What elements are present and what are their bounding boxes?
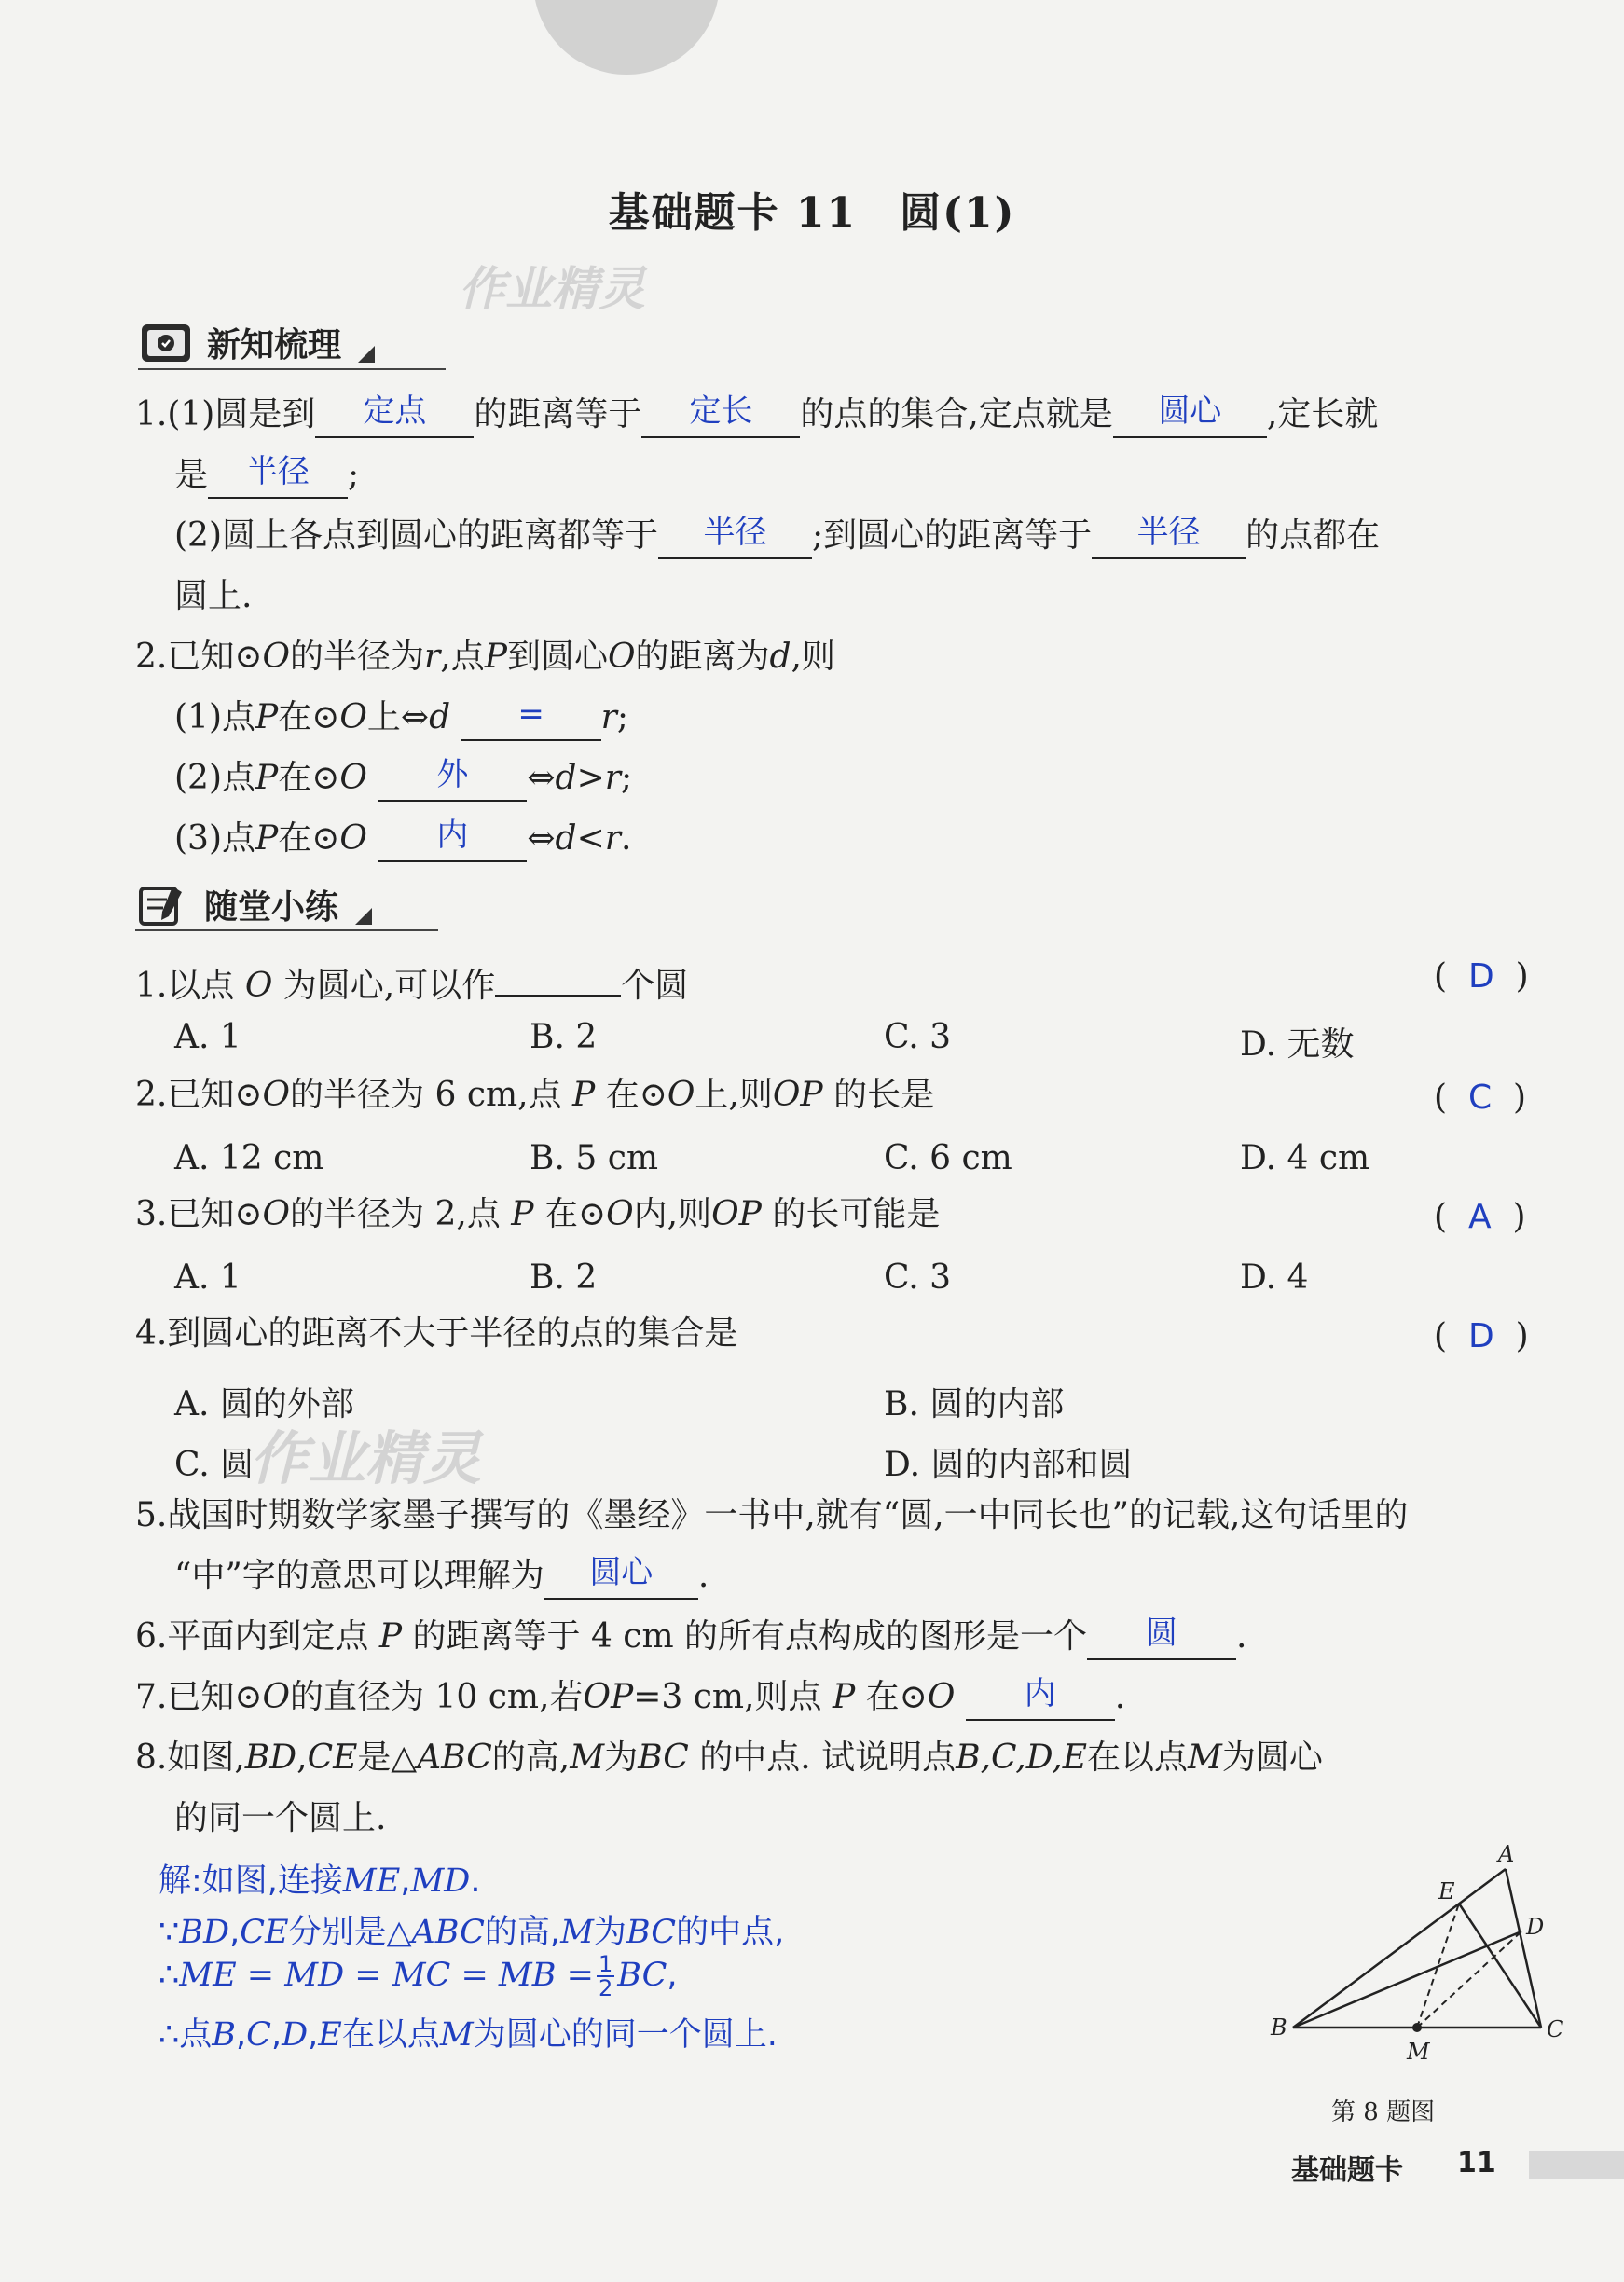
practice-q8-line2: 的同一个圆上. bbox=[174, 1799, 387, 1837]
review-q1-line3: (2)圆上各点到圆心的距离都等于 半径 ;到圆心的距离等于 半径 的点都在 bbox=[174, 519, 1380, 559]
section-heading-label: 新知梳理 bbox=[207, 326, 342, 364]
practice-q2-stem: 2.已知⊙O的半径为 6 cm,点 P 在⊙O上,则OP 的长是 bbox=[135, 1076, 935, 1114]
segment-AC bbox=[1506, 1869, 1541, 2028]
option-d[interactable]: D. 4 bbox=[1240, 1258, 1309, 1297]
label-C: C bbox=[1547, 2016, 1564, 2042]
section-heading-practice bbox=[135, 881, 372, 928]
option-a[interactable]: A. 12 cm bbox=[174, 1139, 324, 1177]
review-q2-case2: (2)点P在⊙O 外 ⇔d>r; bbox=[174, 762, 632, 802]
page-number: 11 bbox=[1457, 2147, 1496, 2179]
watermark-top: 作业精灵 bbox=[459, 262, 645, 316]
option-b[interactable]: B. 2 bbox=[530, 1258, 598, 1297]
section-heading-underline bbox=[138, 368, 446, 370]
triangle-figure bbox=[1254, 1841, 1590, 2083]
label-E: E bbox=[1438, 1878, 1455, 1904]
top-decorative-arc bbox=[533, 0, 720, 75]
option-b[interactable]: B. 圆的内部 bbox=[884, 1385, 1065, 1423]
midpoint-M bbox=[1412, 2023, 1422, 2032]
answer-blank[interactable]: 圆心 bbox=[544, 1560, 698, 1600]
option-d[interactable]: D. 圆的内部和圆 bbox=[884, 1446, 1133, 1484]
practice-q8-line1: 8.如图,BD,CE是△ABC的高,M为BC 的中点. 试说明点B,C,D,E在以点M为圆心 bbox=[135, 1739, 1323, 1777]
corner-triangle-icon bbox=[358, 346, 375, 363]
practice-q6: 6.平面内到定点 P 的距离等于 4 cm 的所有点构成的图形是一个 圆 . bbox=[135, 1620, 1247, 1660]
answer-blank[interactable]: 定长 bbox=[641, 399, 800, 438]
practice-q4-stem: 4.到圆心的距离不大于半径的点的集合是 bbox=[135, 1314, 738, 1353]
section-heading-review bbox=[138, 319, 375, 366]
solution-line2: ∵BD,CE分别是△ABC的高,M为BC的中点, bbox=[158, 1914, 785, 1951]
review-q2-intro: 2.已知⊙O的半径为r,点P到圆心O的距离为d,则 bbox=[135, 638, 835, 676]
option-c[interactable]: C. 3 bbox=[884, 1258, 952, 1297]
review-q2-case1: (1)点P在⊙O上⇔d = r; bbox=[174, 701, 628, 741]
answer-blank[interactable] bbox=[495, 957, 621, 997]
answer-blank[interactable]: 半径 bbox=[1092, 520, 1246, 559]
answer-blank[interactable]: 内 bbox=[966, 1682, 1115, 1721]
option-a[interactable]: A. 1 bbox=[174, 1018, 241, 1056]
solution-line1: 解:如图,连接ME,MD. bbox=[158, 1863, 481, 1900]
label-D: D bbox=[1526, 1914, 1545, 1940]
answer-blank[interactable]: = bbox=[461, 702, 601, 741]
figure-caption: 第 8 题图 bbox=[1331, 2098, 1436, 2126]
practice-q5-line2: “中”字的意思可以理解为 圆心 . bbox=[174, 1560, 709, 1600]
page-title: 基础题卡 11 圆(1) bbox=[608, 189, 1016, 237]
solution-line3: ∴ME = MD = MC = MB = $\frac{1}{2}$ BC, bbox=[158, 1951, 678, 2001]
answer-blank[interactable]: 外 bbox=[378, 763, 527, 802]
option-d[interactable]: D. 4 cm bbox=[1240, 1139, 1370, 1177]
practice-q3-answer: ( A ) bbox=[1434, 1198, 1526, 1236]
label-M: M bbox=[1407, 2039, 1430, 2065]
answer-blank[interactable]: 定点 bbox=[315, 399, 474, 438]
camera-note-icon bbox=[138, 321, 194, 365]
review-q1-line1: 1.(1)圆是到 定点 的距离等于 定长 的点的集合,定点就是 圆心 ,定长就 bbox=[135, 398, 1378, 438]
review-q1-line4: 圆上. bbox=[174, 577, 253, 615]
label-B: B bbox=[1271, 2014, 1287, 2041]
practice-q5-line1: 5.战国时期数学家墨子撰写的《墨经》一书中,就有“圆,一中同长也”的记载,这句话里的 bbox=[135, 1496, 1409, 1534]
practice-q7: 7.已知⊙O的直径为 10 cm,若OP=3 cm,则点 P 在⊙O 内 . bbox=[135, 1681, 1125, 1721]
section-heading-label: 随堂小练 bbox=[204, 888, 339, 927]
label-A: A bbox=[1498, 1841, 1515, 1867]
practice-q1-answer: ( D ) bbox=[1434, 957, 1529, 996]
fraction-one-half: $\frac{1}{2}$ bbox=[598, 1951, 613, 2001]
review-q1-line2: 是 半径 ; bbox=[174, 459, 359, 499]
footer-label: 基础题卡 bbox=[1291, 2154, 1403, 2187]
review-q2-case3: (3)点P在⊙O 内 ⇔d<r. bbox=[174, 822, 631, 862]
answer-blank[interactable]: 圆心 bbox=[1113, 399, 1267, 438]
answer-blank[interactable]: 内 bbox=[378, 823, 527, 862]
footer-bar bbox=[1529, 2151, 1624, 2179]
option-d[interactable]: D. 无数 bbox=[1240, 1025, 1355, 1064]
practice-q2-answer: ( C ) bbox=[1434, 1079, 1527, 1117]
option-b[interactable]: B. 2 bbox=[530, 1018, 598, 1056]
watermark-middle: 作业精灵 bbox=[250, 1424, 482, 1492]
solution-line4: ∴点B,C,D,E在以点M为圆心的同一个圆上. bbox=[158, 2016, 778, 2054]
option-c[interactable]: C. 圆 bbox=[174, 1446, 255, 1484]
option-b[interactable]: B. 5 cm bbox=[530, 1139, 658, 1177]
option-c[interactable]: C. 3 bbox=[884, 1018, 952, 1056]
answer-blank[interactable]: 圆 bbox=[1087, 1621, 1236, 1660]
practice-q4-answer: ( D ) bbox=[1434, 1317, 1529, 1355]
answer-blank[interactable]: 半径 bbox=[658, 520, 812, 559]
segment-BA bbox=[1293, 1869, 1506, 2028]
option-a[interactable]: A. 圆的外部 bbox=[174, 1385, 354, 1423]
notebook-pencil-icon bbox=[135, 883, 191, 928]
option-c[interactable]: C. 6 cm bbox=[884, 1139, 1012, 1177]
practice-q3-stem: 3.已知⊙O的半径为 2,点 P 在⊙O内,则OP 的长可能是 bbox=[135, 1195, 941, 1233]
option-a[interactable]: A. 1 bbox=[174, 1258, 241, 1297]
answer-blank[interactable]: 半径 bbox=[208, 460, 348, 499]
corner-triangle-icon bbox=[355, 908, 372, 925]
practice-q1-stem: 1.以点 O 为圆心,可以作 个圆 bbox=[135, 957, 688, 1003]
section-heading-underline bbox=[135, 929, 438, 931]
